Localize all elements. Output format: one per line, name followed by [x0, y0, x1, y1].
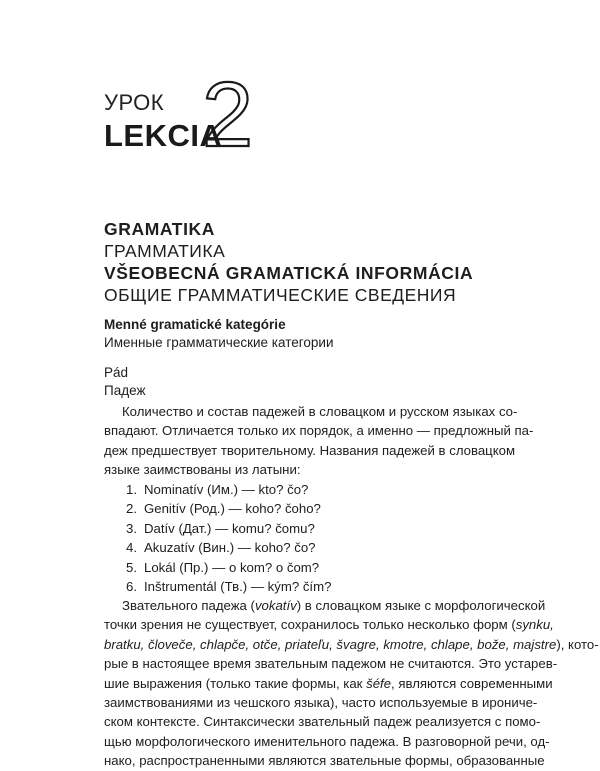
- section-subtitle-sk: VŠEOBECNÁ GRAMATICKÁ INFORMÁCIA: [104, 263, 474, 283]
- vocative-line: точки зрения не существует, сохранилось только несколько форм (synku,: [104, 617, 554, 633]
- case-item: 2. Genitív (Род.) — koho? čoho?: [126, 501, 321, 517]
- case-item: 4. Akuzatív (Вин.) — koho? čo?: [126, 540, 316, 556]
- subsection-title-ru: Именные грамматические категории: [104, 335, 334, 350]
- intro-line: Количество и состав падежей в словацком и русском языках со-: [122, 404, 518, 419]
- vocative-line: bratku, človeče, chlapče, otče, priateľu, švagre, kmotre, chlape, bože, majstre), кото-: [104, 636, 599, 652]
- section-heading: [104, 218, 225, 262]
- vocative-paragraph: [104, 596, 599, 771]
- lesson-label-ru: УРОК: [104, 90, 165, 115]
- topic-heading: [104, 364, 145, 400]
- lesson-number-glyph: 2: [202, 72, 254, 154]
- case-item: 5. Lokál (Пр.) — o kom? o čom?: [126, 559, 320, 575]
- section-subheading: [104, 262, 473, 306]
- vocative-line: нако, распространенными являются звательные формы, образованные: [104, 753, 545, 769]
- subsection-heading: [104, 316, 333, 352]
- vocative-line: Звательного падежа (vokatív) в словацком языке с морфологической: [122, 598, 546, 613]
- intro-line: языке заимствованы из латыни:: [104, 462, 301, 478]
- vocative-line: щью морфологического именительного падежа. В разговорной речи, од-: [104, 733, 550, 749]
- vocative-line: ском контексте. Синтаксически звательный падеж реализуется с помо-: [104, 714, 541, 730]
- case-list: [126, 480, 331, 596]
- topic-title-sk: Pád: [104, 365, 129, 380]
- lesson-number: [200, 72, 264, 154]
- topic-title-ru: Падеж: [104, 383, 146, 398]
- section-subtitle-ru: ОБЩИЕ ГРАММАТИЧЕСКИЕ СВЕДЕНИЯ: [104, 285, 457, 305]
- vocative-line: шие выражения (только такие формы, как šéfe, являются современными: [104, 675, 553, 691]
- intro-paragraph: [104, 402, 534, 480]
- intro-line: деж предшествует творительному. Названия падежей в словацком: [104, 442, 516, 458]
- vocative-line: заимствованиями из чешского языка), часто используемые в ирониче-: [104, 695, 538, 711]
- section-title-ru: ГРАММАТИКА: [104, 241, 226, 261]
- lesson-label-sk: LEKCIA: [104, 118, 223, 153]
- intro-line: впадают. Отличается только их порядок, а именно — предложный па-: [104, 423, 534, 439]
- vocative-line: рые в настоящее время звательным падежом не считаются. Это устарев-: [104, 656, 558, 672]
- case-item: 1. Nominatív (Им.) — kto? čo?: [126, 482, 309, 497]
- lesson-number-outline: [200, 72, 264, 154]
- case-item: 6. Inštrumentál (Тв.) — kým? čím?: [126, 579, 332, 595]
- section-title-sk: GRAMATIKA: [104, 219, 216, 239]
- case-item: 3. Datív (Дат.) — komu? čomu?: [126, 520, 315, 536]
- subsection-title-sk: Menné gramatické kategórie: [104, 317, 286, 332]
